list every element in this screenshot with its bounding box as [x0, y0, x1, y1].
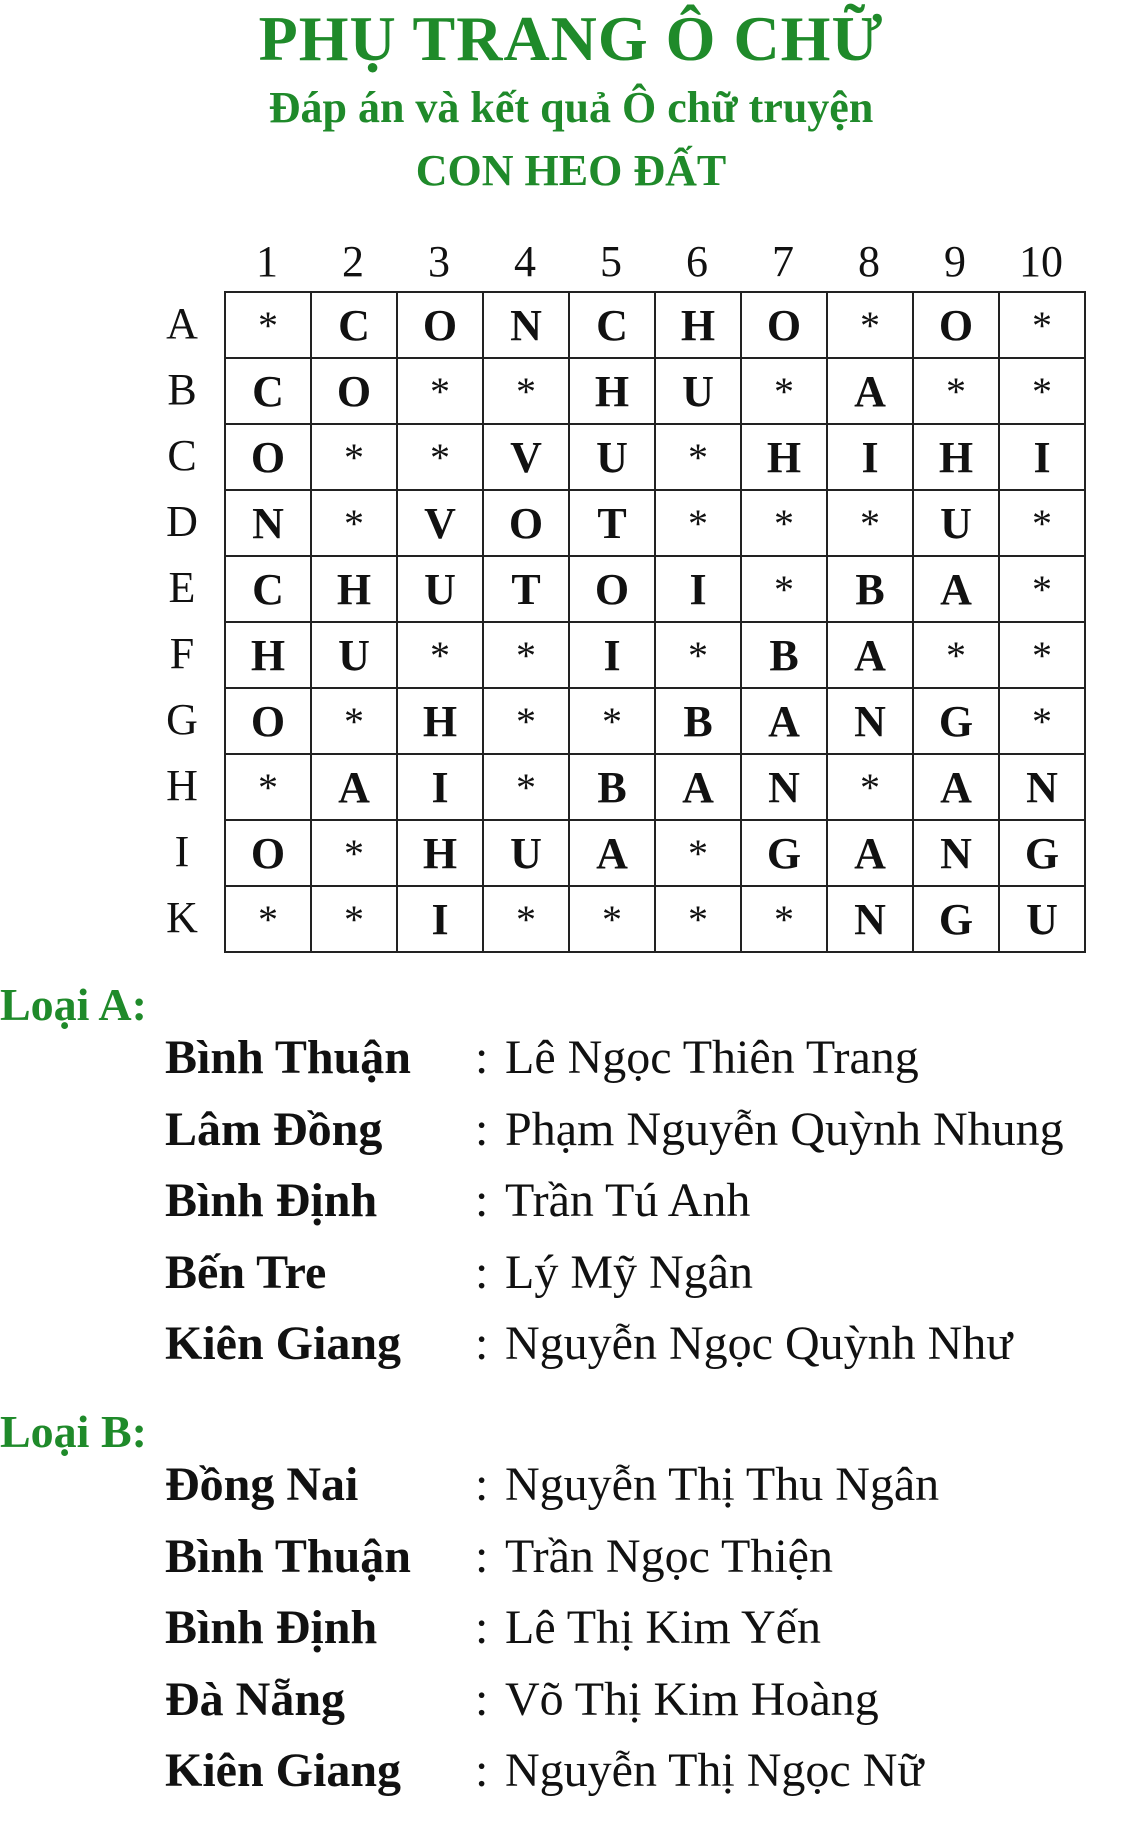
separator: :: [475, 1174, 489, 1227]
winner-entry: [165, 1102, 1064, 1162]
grid-cell: A: [827, 820, 913, 886]
winner-entry: [165, 1529, 833, 1589]
grid-cell: G: [741, 820, 827, 886]
grid-cell: *: [827, 754, 913, 820]
grid-cell: O: [225, 820, 311, 886]
grid-cell: *: [999, 556, 1085, 622]
grid-cell: *: [483, 622, 569, 688]
winner-name: Lê Ngọc Thiên Trang: [505, 1031, 919, 1084]
province-label: Đà Nẵng: [165, 1672, 346, 1726]
section-heading: Loại B:: [0, 1406, 147, 1457]
grid-cell: O: [397, 292, 483, 358]
grid-cell: *: [655, 490, 741, 556]
grid-cell: H: [311, 556, 397, 622]
winner-entry: [165, 1245, 753, 1305]
separator: :: [475, 1245, 489, 1299]
grid-cell: *: [655, 424, 741, 490]
grid-cell: B: [655, 688, 741, 754]
grid-cell: C: [569, 292, 655, 358]
grid-cell: B: [827, 556, 913, 622]
grid-cell: *: [483, 886, 569, 952]
crossword-grid: [224, 291, 1086, 953]
grid-cell: U: [483, 820, 569, 886]
grid-cell: G: [999, 820, 1085, 886]
grid-cell: H: [225, 622, 311, 688]
grid-cell: *: [741, 490, 827, 556]
separator: :: [475, 1601, 489, 1654]
grid-cell: *: [311, 688, 397, 754]
grid-cell: I: [655, 556, 741, 622]
grid-cell: *: [311, 886, 397, 952]
grid-cell: I: [999, 424, 1085, 490]
column-header: 4: [514, 237, 536, 286]
grid-cell: U: [913, 490, 999, 556]
winner-entry: [165, 1173, 750, 1233]
grid-cell: N: [225, 490, 311, 556]
grid-cell: U: [999, 886, 1085, 952]
grid-cell: U: [655, 358, 741, 424]
winner-name: Nguyễn Ngọc Quỳnh Như: [505, 1317, 1013, 1370]
column-header: 5: [600, 237, 622, 286]
grid-cell: *: [483, 358, 569, 424]
page-title: PHỤ TRANG Ô CHỮ: [258, 3, 884, 74]
grid-cell: A: [655, 754, 741, 820]
column-header: 7: [772, 237, 794, 286]
grid-cell: O: [913, 292, 999, 358]
grid-cell: N: [913, 820, 999, 886]
grid-cell: U: [311, 622, 397, 688]
row-header: I: [174, 827, 190, 876]
province-label: Bình Thuận: [165, 1529, 411, 1583]
grid-cell: *: [999, 490, 1085, 556]
grid-cell: H: [741, 424, 827, 490]
grid-row: [225, 754, 1085, 820]
grid-cell: *: [569, 886, 655, 952]
grid-cell: I: [397, 754, 483, 820]
grid-row: [225, 886, 1085, 952]
grid-cell: *: [999, 358, 1085, 424]
grid-cell: I: [397, 886, 483, 952]
grid-cell: H: [913, 424, 999, 490]
grid-cell: *: [741, 556, 827, 622]
column-header: 8: [858, 237, 880, 286]
grid-cell: *: [999, 688, 1085, 754]
grid-cell: *: [913, 358, 999, 424]
grid-cell: *: [655, 886, 741, 952]
winner-entry: [165, 1600, 821, 1660]
grid-row: [225, 688, 1085, 754]
grid-cell: *: [225, 292, 311, 358]
winner-name: Võ Thị Kim Hoàng: [505, 1672, 879, 1726]
grid-cell: H: [655, 292, 741, 358]
grid-cell: N: [827, 886, 913, 952]
grid-cell: *: [397, 358, 483, 424]
winner-name: Trần Tú Anh: [505, 1174, 751, 1227]
grid-cell: C: [225, 358, 311, 424]
grid-cell: *: [655, 622, 741, 688]
grid-cell: I: [569, 622, 655, 688]
grid-row: [225, 358, 1085, 424]
province-label: Lâm Đồng: [165, 1102, 383, 1156]
winner-entry: [165, 1316, 1012, 1376]
grid-cell: O: [483, 490, 569, 556]
story-title: CON HEO ĐẤT: [415, 146, 727, 195]
grid-row: [225, 424, 1085, 490]
grid-cell: N: [741, 754, 827, 820]
grid-cell: A: [569, 820, 655, 886]
grid-cell: V: [483, 424, 569, 490]
winner-entry: [165, 1672, 879, 1732]
grid-cell: *: [311, 424, 397, 490]
row-header: A: [166, 299, 198, 348]
row-header: B: [167, 365, 197, 414]
grid-cell: *: [655, 820, 741, 886]
grid-cell: *: [913, 622, 999, 688]
province-label: Kiên Giang: [165, 1744, 402, 1797]
grid-cell: *: [483, 688, 569, 754]
grid-cell: *: [827, 490, 913, 556]
grid-cell: N: [999, 754, 1085, 820]
page-subtitle: Đáp án và kết quả Ô chữ truyện: [268, 83, 874, 132]
grid-cell: A: [827, 622, 913, 688]
section-heading: Loại A:: [0, 979, 147, 1030]
grid-cell: U: [397, 556, 483, 622]
column-header: 6: [686, 237, 708, 286]
grid-cell: *: [397, 622, 483, 688]
grid-cell: A: [741, 688, 827, 754]
winner-name: Nguyễn Thị Ngọc Nữ: [505, 1744, 924, 1797]
grid-cell: *: [311, 820, 397, 886]
grid-cell: C: [311, 292, 397, 358]
grid-cell: V: [397, 490, 483, 556]
grid-cell: T: [569, 490, 655, 556]
grid-cell: A: [913, 556, 999, 622]
winner-name: Lý Mỹ Ngân: [505, 1245, 753, 1299]
winner-entry: [165, 1457, 939, 1517]
grid-cell: *: [483, 754, 569, 820]
grid-cell: N: [483, 292, 569, 358]
winner-entry: [165, 1030, 919, 1090]
grid-cell: T: [483, 556, 569, 622]
grid-cell: N: [827, 688, 913, 754]
column-header: 10: [1019, 237, 1063, 286]
grid-cell: *: [311, 490, 397, 556]
column-header: 9: [944, 237, 966, 286]
winner-name: Trần Ngọc Thiện: [505, 1529, 833, 1583]
separator: :: [475, 1744, 489, 1797]
grid-cell: O: [311, 358, 397, 424]
grid-cell: O: [569, 556, 655, 622]
column-header: 3: [428, 237, 450, 286]
row-header: K: [166, 893, 198, 942]
row-header: E: [168, 563, 196, 612]
province-label: Bình Định: [165, 1601, 378, 1654]
column-header: 1: [256, 237, 278, 286]
grid-cell: C: [225, 556, 311, 622]
grid-cell: *: [569, 688, 655, 754]
grid-row: [225, 292, 1085, 358]
grid-cell: H: [569, 358, 655, 424]
winner-name: Nguyễn Thị Thu Ngân: [505, 1458, 940, 1511]
grid-row: [225, 490, 1085, 556]
grid-cell: *: [225, 886, 311, 952]
row-header: G: [166, 695, 198, 744]
grid-cell: G: [913, 886, 999, 952]
row-header: F: [169, 629, 195, 678]
row-header: H: [166, 761, 198, 810]
grid-cell: O: [225, 424, 311, 490]
grid-row: [225, 622, 1085, 688]
grid-cell: A: [913, 754, 999, 820]
grid-cell: *: [741, 886, 827, 952]
grid-cell: *: [999, 622, 1085, 688]
grid-cell: H: [397, 820, 483, 886]
winner-entry: [165, 1743, 923, 1803]
grid-cell: O: [741, 292, 827, 358]
winner-name: Phạm Nguyễn Quỳnh Nhung: [505, 1102, 1064, 1156]
grid-cell: *: [397, 424, 483, 490]
separator: :: [475, 1317, 489, 1370]
grid-cell: *: [225, 754, 311, 820]
province-label: Kiên Giang: [165, 1317, 402, 1370]
column-header: 2: [342, 237, 364, 286]
grid-row: [225, 556, 1085, 622]
province-label: Đồng Nai: [165, 1458, 359, 1511]
separator: :: [475, 1031, 489, 1084]
grid-cell: B: [741, 622, 827, 688]
grid-cell: B: [569, 754, 655, 820]
grid-cell: A: [827, 358, 913, 424]
row-header: D: [166, 497, 198, 546]
separator: :: [475, 1458, 489, 1511]
grid-cell: A: [311, 754, 397, 820]
grid-cell: I: [827, 424, 913, 490]
grid-cell: U: [569, 424, 655, 490]
grid-cell: O: [225, 688, 311, 754]
grid-cell: *: [741, 358, 827, 424]
province-label: Bến Tre: [165, 1245, 327, 1299]
grid-cell: G: [913, 688, 999, 754]
separator: :: [475, 1672, 489, 1726]
grid-cell: *: [827, 292, 913, 358]
grid-row: [225, 820, 1085, 886]
row-header: C: [167, 431, 197, 480]
province-label: Bình Định: [165, 1174, 378, 1227]
province-label: Bình Thuận: [165, 1031, 411, 1084]
separator: :: [475, 1529, 489, 1583]
grid-cell: *: [999, 292, 1085, 358]
separator: :: [475, 1102, 489, 1156]
winner-name: Lê Thị Kim Yến: [505, 1601, 821, 1654]
grid-cell: H: [397, 688, 483, 754]
